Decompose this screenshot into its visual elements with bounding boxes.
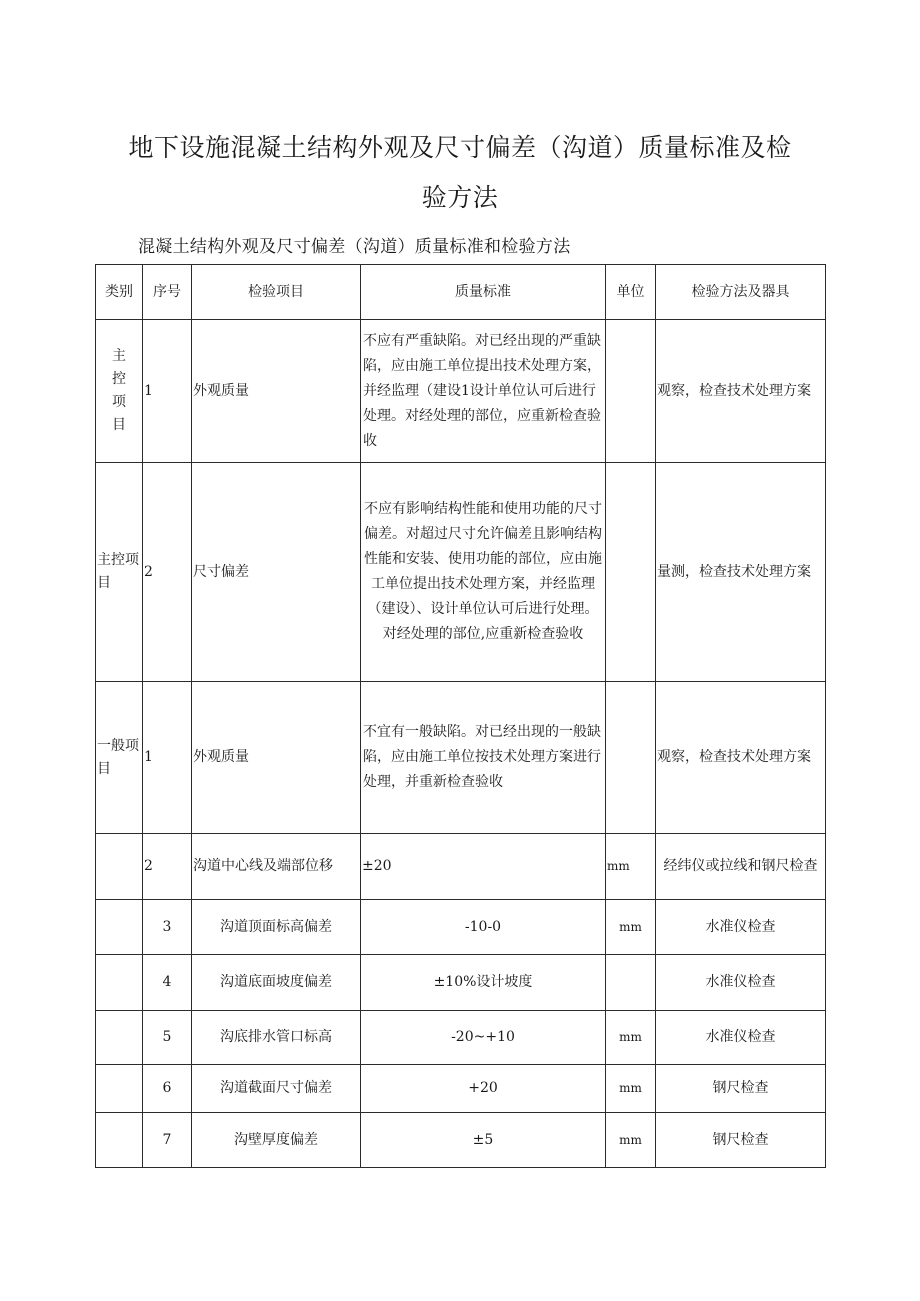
category-cell: 主控项目 — [96, 320, 143, 463]
method-cell: 观察，检查技术处理方案 — [656, 682, 826, 834]
method-cell: 观察，检查技术处理方案 — [656, 320, 826, 463]
table-header-row — [96, 265, 826, 320]
page-title-line-1: 地下设施混凝土结构外观及尺寸偏差（沟道）质量标准及检 — [128, 133, 792, 162]
seq-cell: 3 — [143, 900, 192, 955]
seq-cell: 1 — [143, 682, 192, 834]
category-cell: 一般项目 — [96, 682, 143, 834]
header-category: 类别 — [96, 265, 143, 320]
unit-cell: mm — [606, 1011, 656, 1065]
table-row — [96, 834, 826, 900]
table-row — [96, 900, 826, 955]
standard-cell: ±20 — [361, 834, 606, 900]
method-cell: 钢尺检查 — [656, 1113, 826, 1168]
table-row — [96, 1113, 826, 1168]
category-cell: 主控项目 — [96, 463, 143, 682]
unit-cell: mm — [606, 1113, 656, 1168]
unit-cell — [606, 955, 656, 1011]
seq-cell: 5 — [143, 1011, 192, 1065]
item-cell: 沟道截面尺寸偏差 — [192, 1065, 361, 1113]
standard-cell: 不宜有一般缺陷。对已经出现的一般缺陷，应由施工单位按技术处理方案进行处理，并重新检查验收 — [361, 682, 606, 834]
category-cell — [96, 1113, 143, 1168]
item-cell: 沟道底面坡度偏差 — [192, 955, 361, 1011]
item-cell: 尺寸偏差 — [192, 463, 361, 682]
table-row — [96, 1065, 826, 1113]
header-item: 检验项目 — [192, 265, 361, 320]
unit-cell — [606, 463, 656, 682]
seq-cell: 2 — [143, 463, 192, 682]
method-cell: 水准仪检查 — [656, 955, 826, 1011]
unit-cell: mm — [606, 900, 656, 955]
method-cell: 钢尺检查 — [656, 1065, 826, 1113]
seq-cell: 2 — [143, 834, 192, 900]
unit-cell: mm — [606, 1065, 656, 1113]
header-unit: 单位 — [606, 265, 656, 320]
table-row — [96, 1011, 826, 1065]
seq-cell: 6 — [143, 1065, 192, 1113]
seq-cell: 1 — [143, 320, 192, 463]
unit-cell — [606, 682, 656, 834]
item-cell: 沟底排水管口标高 — [192, 1011, 361, 1065]
standard-cell: 不应有严重缺陷。对已经出现的严重缺陷，应由施工单位提出技术处理方案，并经监理（建设1设计单位认可后进行处理。对经处理的部位，应重新检查验收 — [361, 320, 606, 463]
item-cell: 外观质量 — [192, 682, 361, 834]
category-cell — [96, 834, 143, 900]
method-cell: 经纬仪或拉线和钢尺检查 — [656, 834, 826, 900]
table-caption: 混凝土结构外观及尺寸偏差（沟道）质量标准和检验方法 — [138, 237, 571, 257]
page-title-line-2: 验方法 — [421, 183, 499, 212]
method-cell: 水准仪检查 — [656, 900, 826, 955]
table-row — [96, 320, 826, 463]
category-cell — [96, 900, 143, 955]
category-cell — [96, 1065, 143, 1113]
seq-cell: 7 — [143, 1113, 192, 1168]
item-cell: 外观质量 — [192, 320, 361, 463]
table-row — [96, 682, 826, 834]
category-cell — [96, 1011, 143, 1065]
quality-standard-table — [95, 264, 826, 1168]
unit-cell: mm — [606, 834, 656, 900]
method-cell: 水准仪检查 — [656, 1011, 826, 1065]
standard-cell: -10-0 — [361, 900, 606, 955]
header-method: 检验方法及器具 — [656, 265, 826, 320]
table-row — [96, 955, 826, 1011]
standard-cell: ±5 — [361, 1113, 606, 1168]
item-cell: 沟壁厚度偏差 — [192, 1113, 361, 1168]
standard-cell: +20 — [361, 1065, 606, 1113]
standard-cell: -20~+10 — [361, 1011, 606, 1065]
seq-cell: 4 — [143, 955, 192, 1011]
method-cell: 量测，检查技术处理方案 — [656, 463, 826, 682]
header-standard: 质量标准 — [361, 265, 606, 320]
header-seq: 序号 — [143, 265, 192, 320]
standard-cell: ±10%设计坡度 — [361, 955, 606, 1011]
item-cell: 沟道顶面标高偏差 — [192, 900, 361, 955]
unit-cell — [606, 320, 656, 463]
item-cell: 沟道中心线及端部位移 — [192, 834, 361, 900]
standard-cell: 不应有影响结构性能和使用功能的尺寸偏差。对超过尺寸允许偏差且影响结构性能和安装、使用功能的部位，应由施工单位提出技术处理方案，并经监理（建设）、设计单位认可后进行处理。对经处理的部位,应重新检查验收 — [361, 463, 606, 682]
table-row — [96, 463, 826, 682]
category-cell — [96, 955, 143, 1011]
